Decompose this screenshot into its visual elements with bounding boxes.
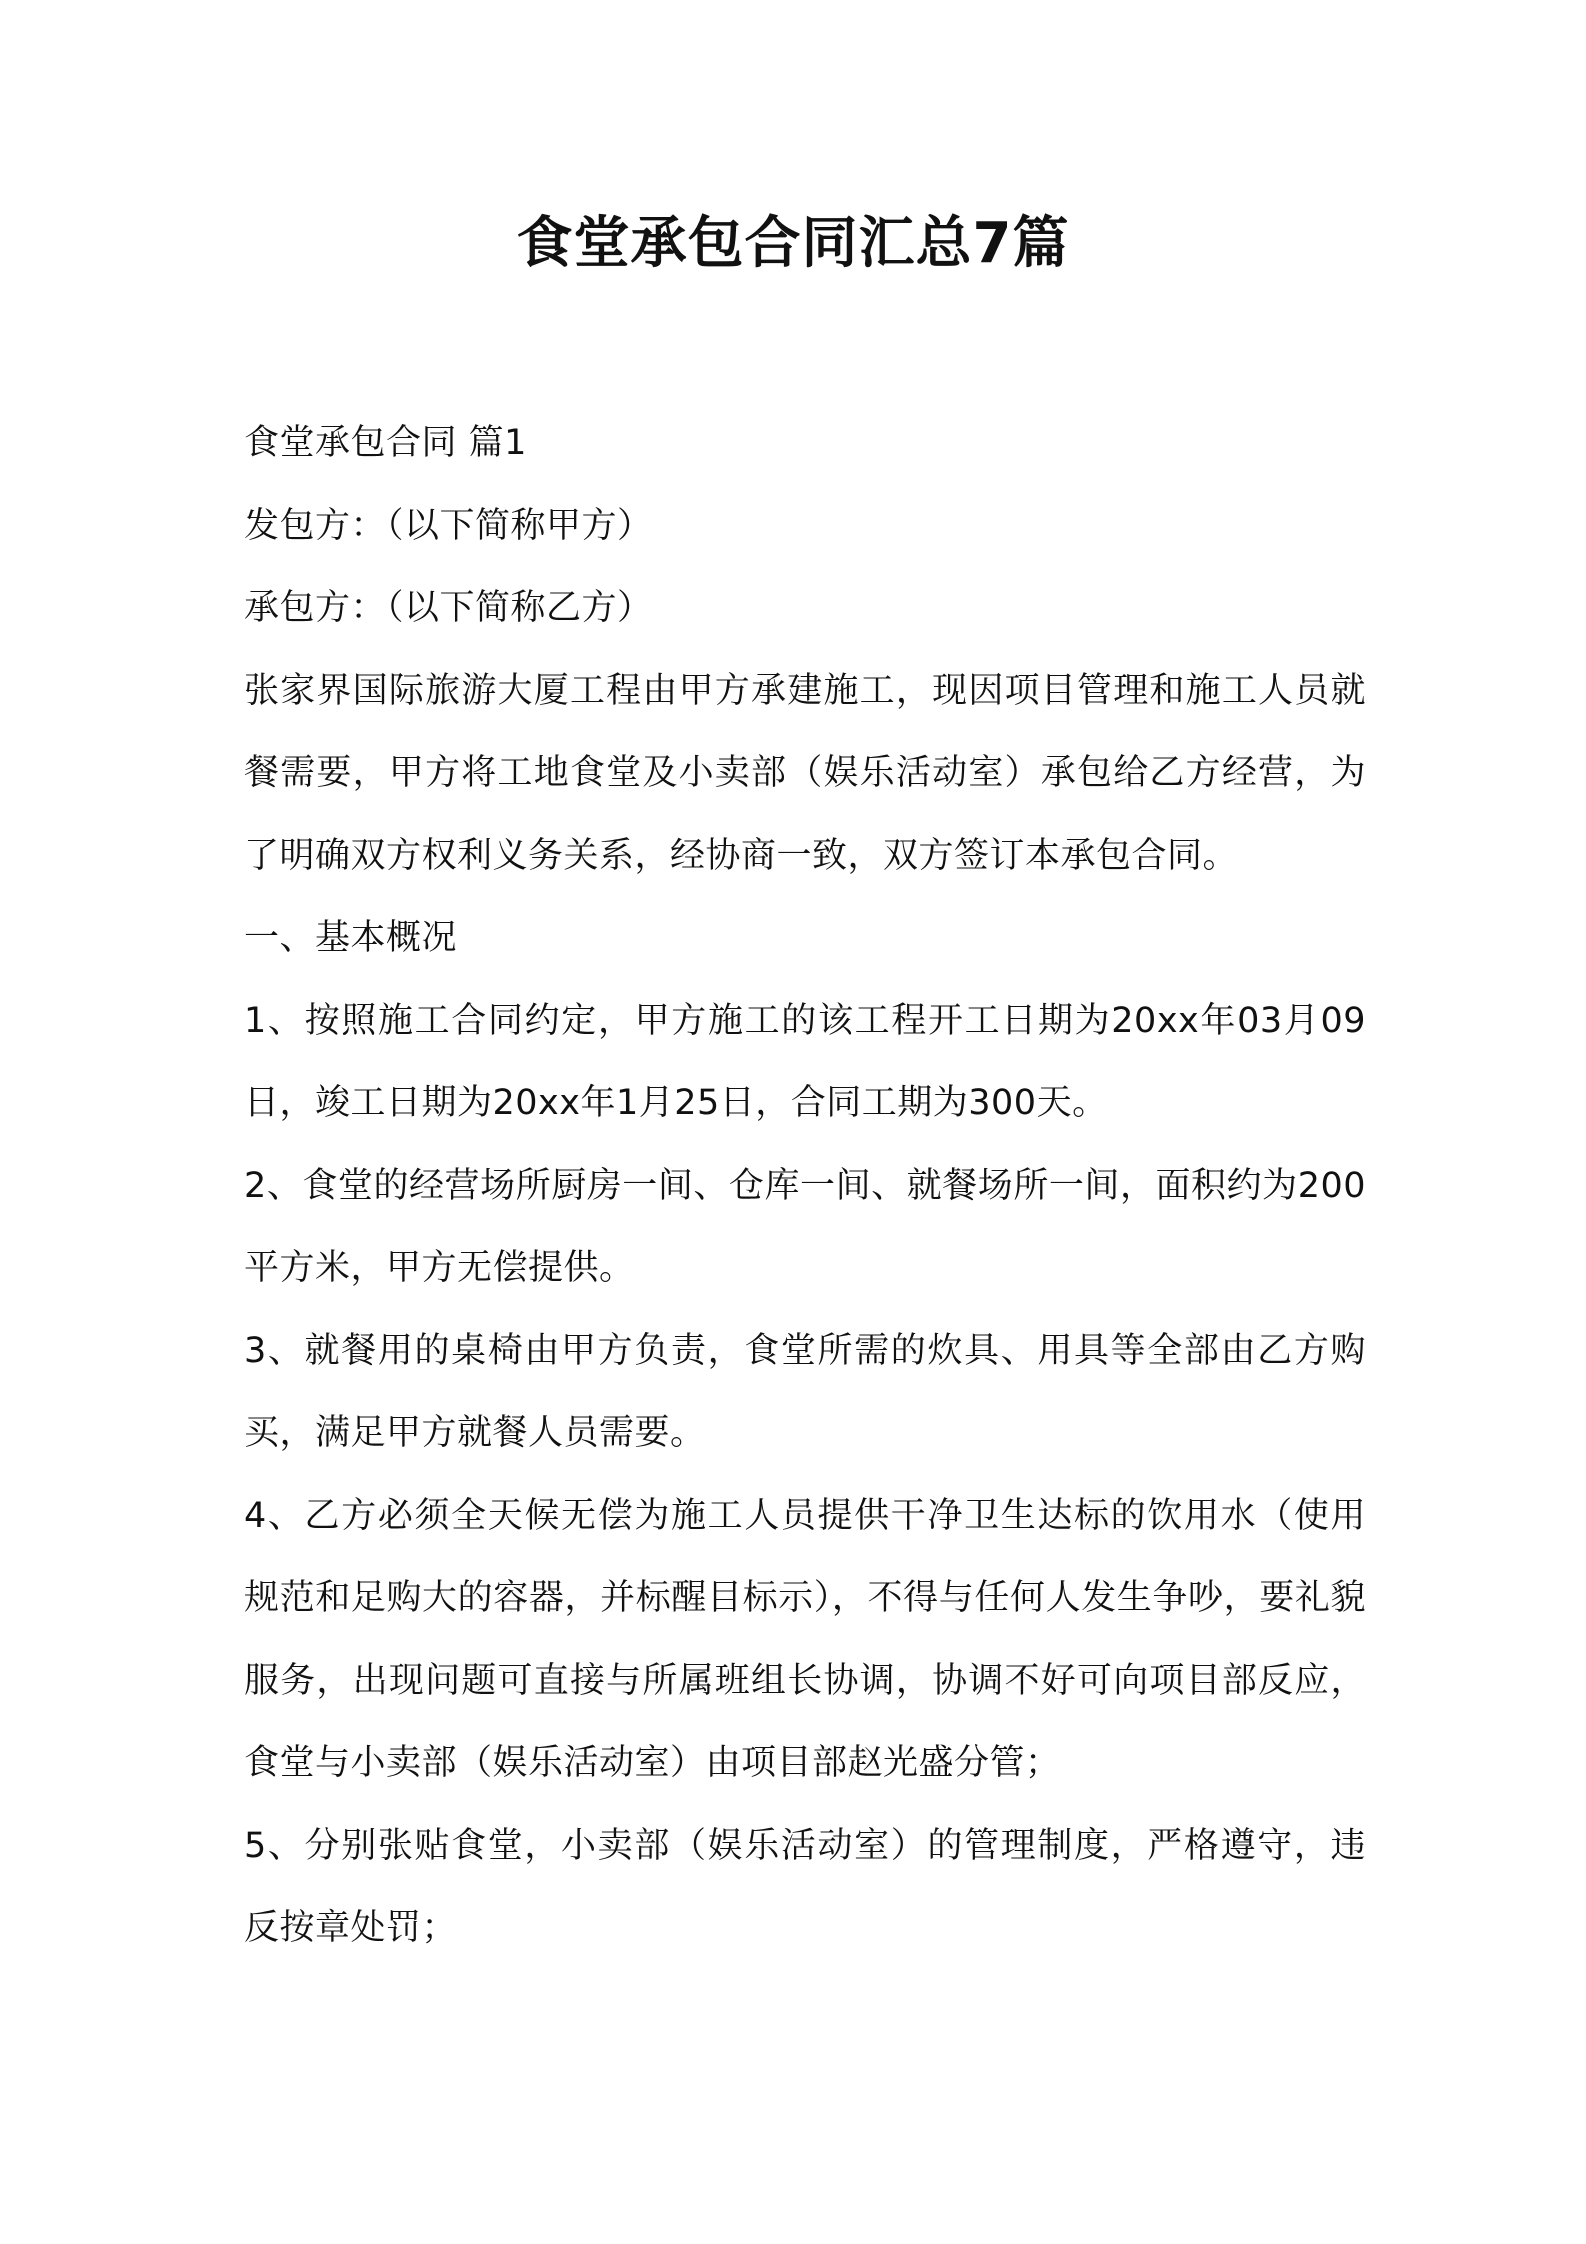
clause-1: 1、按照施工合同约定，甲方施工的该工程开工日期为20xx年03月09日，竣工日期为20xx年1月25日，合同工期为300天。 xyxy=(244,1000,1366,1123)
clause-5: 5、分别张贴食堂，小卖部（娱乐活动室）的管理制度，严格遵守，违反按章处罚； xyxy=(244,1825,1366,1948)
chapter-heading: 一、基本概况 xyxy=(244,918,458,958)
section-heading: 食堂承包合同 篇1 xyxy=(244,423,527,463)
party-b-line: 承包方：（以下简称乙方） xyxy=(244,588,653,628)
clause-3: 3、就餐用的桌椅由甲方负责，食堂所需的炊具、用具等全部由乙方购买，满足甲方就餐人员需要。 xyxy=(244,1330,1366,1453)
intro-paragraph: 张家界国际旅游大厦工程由甲方承建施工，现因项目管理和施工人员就餐需要，甲方将工地食堂及小卖部（娱乐活动室）承包给乙方经营，为了明确双方权利义务关系，经协商一致，双方签订本承包合同。 xyxy=(244,670,1366,876)
document-title: 食堂承包合同汇总7篇 xyxy=(516,211,1070,276)
clause-4: 4、乙方必须全天候无偿为施工人员提供干净卫生达标的饮用水（使用规范和足购大的容器，并标醒目标示），不得与任何人发生争吵，要礼貌服务，出现问题可直接与所属班组长协调，协调不好可向项目部反应，食堂与小卖部（娱乐活动室）由项目部赵光盛分管； xyxy=(244,1495,1366,1783)
document-body xyxy=(244,402,1366,1970)
clause-2: 2、食堂的经营场所厨房一间、仓库一间、就餐场所一间，面积约为200平方米，甲方无偿提供。 xyxy=(244,1165,1366,1288)
party-a-line: 发包方：（以下简称甲方） xyxy=(244,505,653,546)
